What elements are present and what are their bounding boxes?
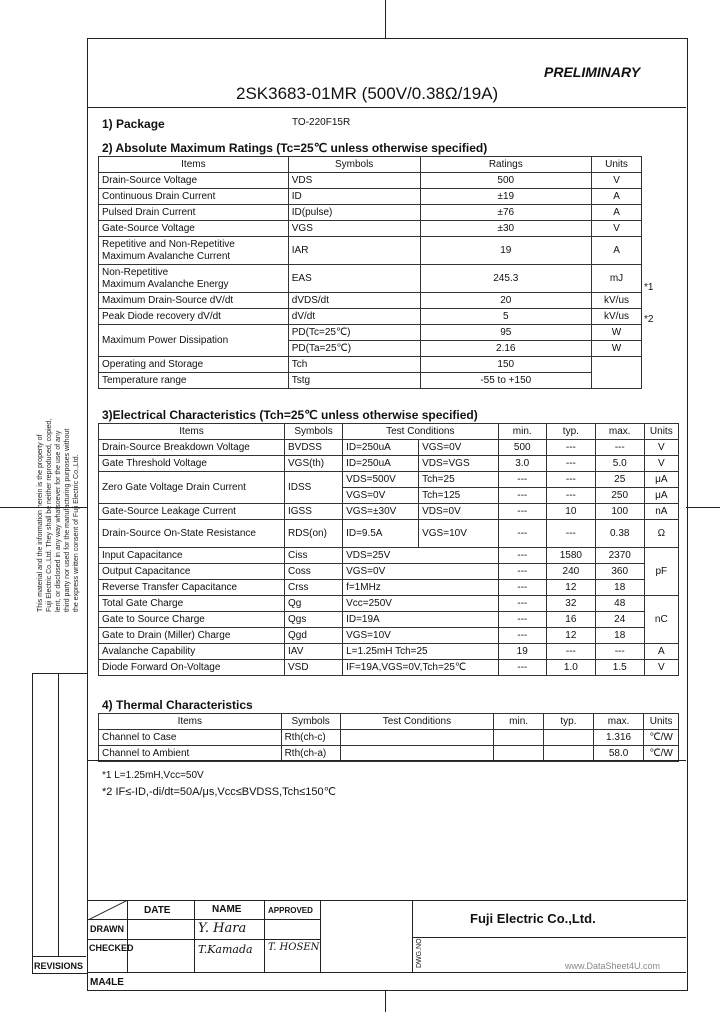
- condition-cell: ID=250uA: [343, 456, 419, 472]
- table-row: [99, 157, 642, 173]
- symbol-cell: Crss: [285, 580, 343, 596]
- rating-cell: 5: [420, 309, 592, 325]
- symbol-cell: PD(Ta=25℃): [288, 341, 420, 357]
- symbol-cell: PD(Tc=25℃): [288, 325, 420, 341]
- revisions-col-line: [58, 673, 59, 956]
- unit-cell: μA: [644, 472, 678, 488]
- rating-cell: 500: [420, 173, 592, 189]
- rating-cell: 245.3: [420, 265, 592, 293]
- typ-cell: 32: [546, 596, 595, 612]
- condition-cell: ID=9.5A: [343, 520, 419, 548]
- min-cell: ---: [498, 660, 546, 676]
- table-row: [99, 424, 679, 440]
- table-header: Test Conditions: [340, 714, 493, 730]
- tb-checked-label: CHECKED: [89, 943, 134, 953]
- tb-h3: [412, 937, 686, 938]
- max-cell: 250: [595, 488, 644, 504]
- legal-line-3: lent, or disclosed in any way whatsoever for the use of any: [55, 430, 62, 612]
- item-cell: Output Capacitance: [99, 564, 285, 580]
- condition-cell: VGS=0V: [343, 564, 498, 580]
- item-cell: Peak Diode recovery dV/dt: [99, 309, 289, 325]
- tick-bottom: [385, 990, 386, 1012]
- unit-cell: pF: [644, 548, 678, 596]
- min-cell: ---: [498, 548, 546, 564]
- table-row: [99, 265, 642, 293]
- condition-cell: VGS=10V: [419, 520, 498, 548]
- typ-cell: 12: [546, 580, 595, 596]
- typ-cell: ---: [546, 520, 595, 548]
- table-header: Symbols: [281, 714, 340, 730]
- max-cell: 18: [595, 628, 644, 644]
- item-cell: Drain-Source On-State Resistance: [99, 520, 285, 548]
- table-header: Symbols: [285, 424, 343, 440]
- note-2: *2 IF≤-ID,-di/dt=50A/μs,Vcc≤BVDSS,Tch≤150℃: [102, 786, 336, 798]
- table-row: [99, 173, 642, 189]
- rating-cell: 19: [420, 237, 592, 265]
- rating-cell: ±76: [420, 205, 592, 221]
- max-cell: 25: [595, 472, 644, 488]
- symbol-cell: dVDS/dt: [288, 293, 420, 309]
- symbol-cell: ID: [288, 189, 420, 205]
- legal-line-1: This material and the information herein is the property of: [37, 434, 44, 612]
- tick-right: [686, 507, 720, 508]
- package-value: TO-220F15R: [292, 117, 351, 128]
- unit-cell: nC: [644, 596, 678, 644]
- symbol-cell: VSD: [285, 660, 343, 676]
- rating-cell: ±19: [420, 189, 592, 205]
- item-cell: Channel to Case: [99, 730, 282, 746]
- item-cell: Drain-Source Breakdown Voltage: [99, 440, 285, 456]
- symbol-cell: VGS(th): [285, 456, 343, 472]
- legal-line-4: third party nor used for the manufacturing purposes without: [64, 428, 71, 612]
- item-cell: Reverse Transfer Capacitance: [99, 580, 285, 596]
- max-cell: 18: [595, 580, 644, 596]
- table-header: max.: [595, 424, 644, 440]
- rating-cell: 150: [420, 357, 592, 373]
- unit-cell: Ω: [644, 520, 678, 548]
- min-cell: ---: [498, 504, 546, 520]
- revisions-row-line: [32, 956, 86, 957]
- table-header: typ.: [546, 424, 595, 440]
- tb-v5: [412, 900, 413, 972]
- condition-cell: VDS=500V: [343, 472, 419, 488]
- table-header: typ.: [544, 714, 594, 730]
- note-1: *1 L=1.25mH,Vcc=50V: [102, 770, 204, 781]
- table-row: [99, 548, 679, 564]
- page-title: 2SK3683-01MR (500V/0.38Ω/19A): [236, 84, 499, 103]
- table-row: [99, 309, 642, 325]
- abs-max-table: [98, 156, 642, 389]
- symbol-cell: Qgd: [285, 628, 343, 644]
- typ-cell: [544, 730, 594, 746]
- table-header: max.: [593, 714, 643, 730]
- condition-cell: f=1MHz: [343, 580, 498, 596]
- max-cell: 24: [595, 612, 644, 628]
- unit-cell: A: [592, 189, 642, 205]
- table-header: min.: [494, 714, 544, 730]
- condition-cell: VDS=0V: [419, 504, 498, 520]
- tb-v3: [264, 900, 265, 972]
- revisions-label: REVISIONS: [34, 961, 84, 971]
- max-cell: 360: [595, 564, 644, 580]
- condition-cell: ID=250uA: [343, 440, 419, 456]
- table-row: [99, 580, 679, 596]
- max-cell: 1.316: [593, 730, 643, 746]
- min-cell: 500: [498, 440, 546, 456]
- table-header: Units: [644, 424, 678, 440]
- min-cell: ---: [498, 472, 546, 488]
- typ-cell: 240: [546, 564, 595, 580]
- item-cell: Channel to Ambient: [99, 746, 282, 762]
- tick-top: [385, 0, 386, 38]
- table-header: Items: [99, 157, 289, 173]
- unit-cell: V: [592, 173, 642, 189]
- item-cell: Non-Repetitive Maximum Avalanche Energy: [99, 265, 289, 293]
- item-cell: Diode Forward On-Voltage: [99, 660, 285, 676]
- max-cell: 48: [595, 596, 644, 612]
- unit-cell: ℃/W: [644, 730, 679, 746]
- max-cell: 2370: [595, 548, 644, 564]
- condition-cell: ID=19A: [343, 612, 498, 628]
- unit-cell: V: [592, 221, 642, 237]
- condition-cell: Tch=125: [419, 488, 498, 504]
- typ-cell: 16: [546, 612, 595, 628]
- tb-name-label: NAME: [212, 904, 242, 915]
- typ-cell: 12: [546, 628, 595, 644]
- tb-drawn-name: Y. Hara: [198, 921, 247, 936]
- typ-cell: 1580: [546, 548, 595, 564]
- table-row: [99, 628, 679, 644]
- min-cell: ---: [498, 596, 546, 612]
- unit-cell: kV/us: [592, 309, 642, 325]
- typ-cell: ---: [546, 472, 595, 488]
- unit-cell: V: [644, 456, 678, 472]
- symbol-cell: EAS: [288, 265, 420, 293]
- item-cell: Operating and Storage: [99, 357, 289, 373]
- rating-cell: 20: [420, 293, 592, 309]
- abs-max-heading: 2) Absolute Maximum Ratings (Tc=25℃ unless otherwise specified): [102, 141, 488, 155]
- tb-h2: [88, 939, 320, 940]
- item-cell: Gate-Source Leakage Current: [99, 504, 285, 520]
- item-cell: Repetitive and Non-Repetitive Maximum Avalanche Current: [99, 237, 289, 265]
- table-row: [99, 221, 642, 237]
- table-header: Symbols: [288, 157, 420, 173]
- condition-cell: Vcc=250V: [343, 596, 498, 612]
- tb-date-label: DATE: [144, 905, 171, 916]
- item-cell: Gate-Source Voltage: [99, 221, 289, 237]
- symbol-cell: IDSS: [285, 472, 343, 504]
- tb-approved-label: APPROVED: [268, 906, 313, 915]
- item-cell: Avalanche Capability: [99, 644, 285, 660]
- titleblock-top-rule: [88, 900, 686, 901]
- condition-cell: Tch=25: [419, 472, 498, 488]
- min-cell: 19: [498, 644, 546, 660]
- min-cell: ---: [498, 580, 546, 596]
- tb-checked-name: T.Kamada: [198, 943, 253, 956]
- table-header: Ratings: [420, 157, 592, 173]
- table-row: [99, 644, 679, 660]
- unit-cell: A: [592, 237, 642, 265]
- item-cell: Pulsed Drain Current: [99, 205, 289, 221]
- unit-cell: kV/us: [592, 293, 642, 309]
- unit-cell: μA: [644, 488, 678, 504]
- footnote-marker-2: *2: [644, 314, 654, 325]
- unit-cell: V: [644, 660, 678, 676]
- symbol-cell: VDS: [288, 173, 420, 189]
- rating-cell: -55 to +150: [420, 373, 592, 389]
- dwg-no-label: DWG.NO.: [416, 936, 423, 968]
- typ-cell: ---: [546, 456, 595, 472]
- max-cell: 1.5: [595, 660, 644, 676]
- item-cell: Input Capacitance: [99, 548, 285, 564]
- titleblock-bottom-rule: [88, 972, 686, 973]
- footnote-marker-1: *1: [644, 282, 654, 293]
- unit-cell: nA: [644, 504, 678, 520]
- unit-cell: mJ: [592, 265, 642, 293]
- tb-approved-name: T. HOSEN: [268, 942, 320, 953]
- table-row: [99, 472, 679, 488]
- table-header: Items: [99, 424, 285, 440]
- table-row: [99, 373, 642, 389]
- thermal-rule: [88, 760, 686, 761]
- item-cell: Gate Threshold Voltage: [99, 456, 285, 472]
- package-heading: 1) Package: [102, 117, 165, 131]
- min-cell: ---: [498, 488, 546, 504]
- typ-cell: 10: [546, 504, 595, 520]
- symbol-cell: BVDSS: [285, 440, 343, 456]
- tb-v4: [320, 900, 321, 972]
- item-cell: Zero Gate Voltage Drain Current: [99, 472, 285, 504]
- max-cell: 100: [595, 504, 644, 520]
- max-cell: ---: [595, 440, 644, 456]
- unit-cell: W: [592, 325, 642, 341]
- max-cell: 5.0: [595, 456, 644, 472]
- rating-cell: 95: [420, 325, 592, 341]
- min-cell: 3.0: [498, 456, 546, 472]
- symbol-cell: Tch: [288, 357, 420, 373]
- table-row: [99, 205, 642, 221]
- symbol-cell: IGSS: [285, 504, 343, 520]
- table-row: [99, 440, 679, 456]
- symbol-cell: Qgs: [285, 612, 343, 628]
- item-cell: Total Gate Charge: [99, 596, 285, 612]
- thermal-table: [98, 713, 679, 762]
- table-row: [99, 612, 679, 628]
- legal-line-2: Fuji Electric Co.,Ltd. They shall be neither reproduced, copied,: [46, 418, 53, 612]
- symbol-cell: ID(pulse): [288, 205, 420, 221]
- unit-cell: ℃/W: [644, 746, 679, 762]
- title-rule: [88, 107, 686, 108]
- table-row: [99, 189, 642, 205]
- condition-cell: VDS=25V: [343, 548, 498, 564]
- max-cell: ---: [595, 644, 644, 660]
- table-row: [99, 520, 679, 548]
- table-header: Units: [644, 714, 679, 730]
- table-row: [99, 504, 679, 520]
- company-name: Fuji Electric Co.,Ltd.: [470, 911, 596, 926]
- unit-cell: V: [644, 440, 678, 456]
- table-header: Units: [592, 157, 642, 173]
- table-row: [99, 237, 642, 265]
- table-row: [99, 596, 679, 612]
- symbol-cell: Qg: [285, 596, 343, 612]
- typ-cell: 1.0: [546, 660, 595, 676]
- condition-cell: [340, 730, 493, 746]
- item-cell: Maximum Drain-Source dV/dt: [99, 293, 289, 309]
- revisions-box: [32, 673, 87, 974]
- symbol-cell: Tstg: [288, 373, 420, 389]
- condition-cell: VGS=10V: [343, 628, 498, 644]
- condition-cell: L=1.25mH Tch=25: [343, 644, 498, 660]
- table-row: [99, 730, 679, 746]
- symbol-cell: Ciss: [285, 548, 343, 564]
- item-cell: Gate to Source Charge: [99, 612, 285, 628]
- preliminary-label: PRELIMINARY: [544, 64, 641, 80]
- tb-v2: [194, 900, 195, 972]
- table-row: [99, 325, 642, 341]
- min-cell: ---: [498, 612, 546, 628]
- min-cell: ---: [498, 564, 546, 580]
- table-row: [99, 357, 642, 373]
- min-cell: [494, 730, 544, 746]
- table-header: Test Conditions: [343, 424, 498, 440]
- legal-notice: [36, 419, 81, 612]
- table-header: Items: [99, 714, 282, 730]
- symbol-cell: VGS: [288, 221, 420, 237]
- max-cell: 0.38: [595, 520, 644, 548]
- condition-cell: VGS=0V: [343, 488, 419, 504]
- min-cell: ---: [498, 520, 546, 548]
- doc-code: MA4LE: [90, 977, 124, 988]
- unit-cell: [592, 357, 642, 389]
- table-row: [99, 456, 679, 472]
- thermal-heading: 4) Thermal Characteristics: [102, 698, 253, 712]
- condition-cell: VDS=VGS: [419, 456, 498, 472]
- legal-line-5: the express written consent of Fuji Electric Co.,Ltd.: [73, 454, 80, 612]
- typ-cell: ---: [546, 440, 595, 456]
- tb-drawn-label: DRAWN: [90, 924, 124, 934]
- elec-table: [98, 423, 679, 676]
- symbol-cell: Coss: [285, 564, 343, 580]
- symbol-cell: Rth(ch-a): [281, 746, 340, 762]
- item-cell: Gate to Drain (Miller) Charge: [99, 628, 285, 644]
- table-header: min.: [498, 424, 546, 440]
- item-cell: Temperature range: [99, 373, 289, 389]
- unit-cell: W: [592, 341, 642, 357]
- rating-cell: ±30: [420, 221, 592, 237]
- condition-cell: VGS=±30V: [343, 504, 419, 520]
- table-row: [99, 660, 679, 676]
- unit-cell: A: [644, 644, 678, 660]
- elec-heading: 3)Electrical Characteristics (Tch=25℃ unless otherwise specified): [102, 408, 478, 422]
- typ-cell: ---: [546, 488, 595, 504]
- min-cell: ---: [498, 628, 546, 644]
- tb-diagonal: [88, 900, 128, 920]
- item-cell: Maximum Power Dissipation: [99, 325, 289, 357]
- unit-cell: A: [592, 205, 642, 221]
- condition-cell: IF=19A,VGS=0V,Tch=25℃: [343, 660, 498, 676]
- table-row: [99, 714, 679, 730]
- item-cell: Drain-Source Voltage: [99, 173, 289, 189]
- symbol-cell: RDS(on): [285, 520, 343, 548]
- symbol-cell: dV/dt: [288, 309, 420, 325]
- rating-cell: 2.16: [420, 341, 592, 357]
- table-row: [99, 564, 679, 580]
- symbol-cell: IAV: [285, 644, 343, 660]
- symbol-cell: Rth(ch-c): [281, 730, 340, 746]
- condition-cell: VGS=0V: [419, 440, 498, 456]
- table-row: [99, 293, 642, 309]
- max-cell: 58.0: [593, 746, 643, 762]
- typ-cell: ---: [546, 644, 595, 660]
- watermark: www.DataSheet4U.com: [565, 961, 661, 971]
- item-cell: Continuous Drain Current: [99, 189, 289, 205]
- symbol-cell: IAR: [288, 237, 420, 265]
